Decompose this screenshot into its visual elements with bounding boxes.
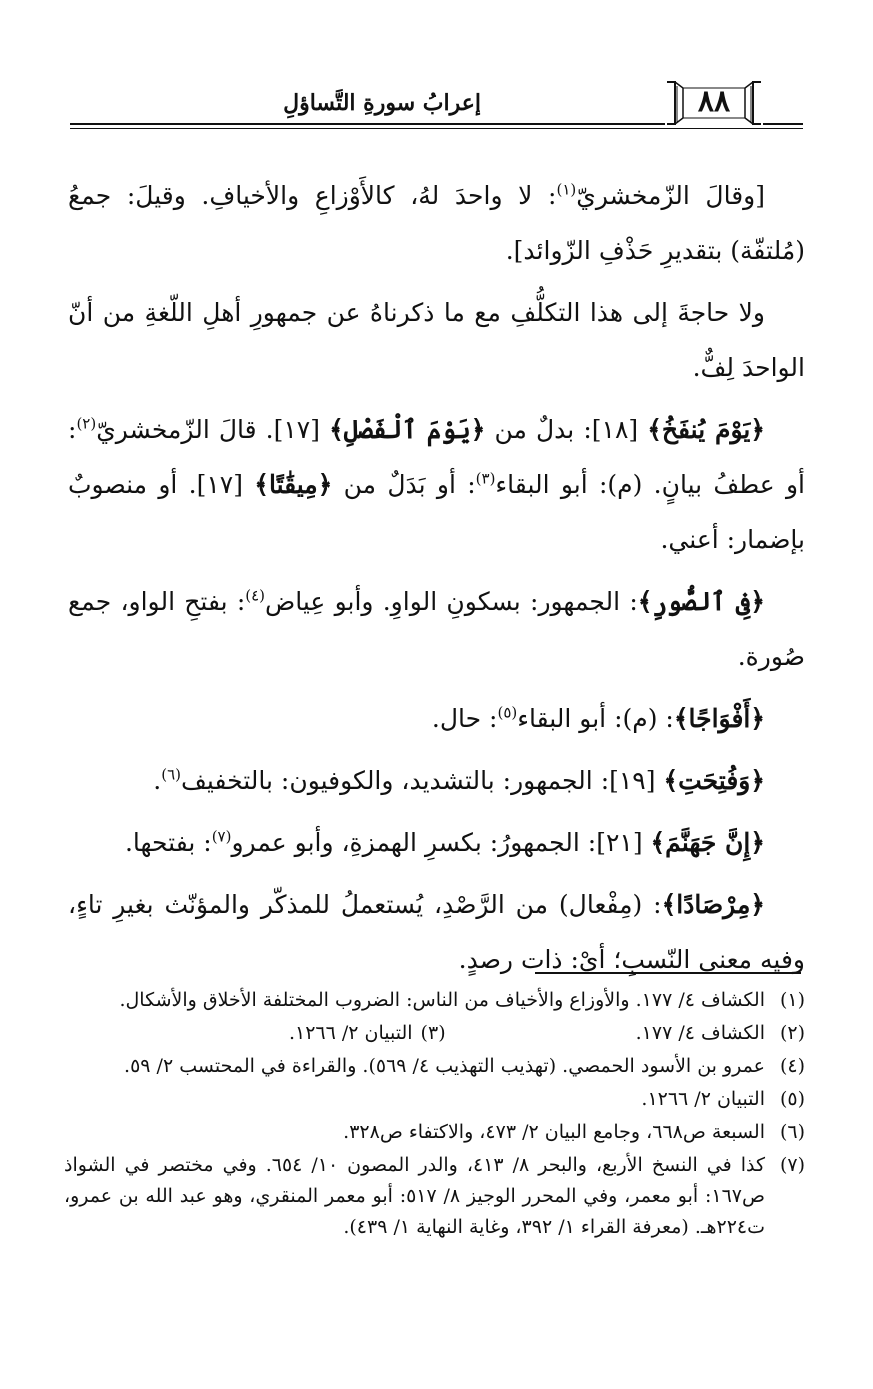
- paragraph-2: [68, 285, 805, 395]
- footnote-text: عمرو بن الأسود الحمصي. (تهذيب التهذيب ٤/ ٥٦٩). والقراءة في المحتسب ٢/ ٥٩.: [124, 1055, 765, 1077]
- footnote-text: الكشاف ٤/ ١٧٧.: [635, 1022, 765, 1044]
- text-run: : (م): أبو البقاء: [517, 704, 674, 733]
- footnote-ref-5[interactable]: (٥): [497, 703, 518, 722]
- footnote-number: (٢): [779, 1022, 805, 1044]
- footnote-text: التبيان ٢/ ١٢٦٦.: [641, 1088, 765, 1110]
- footnote-2-3: [64, 1018, 805, 1049]
- text-run: : حال.: [431, 704, 498, 733]
- paragraph-8: [68, 877, 805, 987]
- page-number-badge: [665, 78, 763, 128]
- footnote-number: (٧): [779, 1154, 805, 1176]
- footnote-separator: [535, 972, 801, 974]
- paragraph-5: [68, 691, 805, 746]
- footnotes: [64, 985, 805, 1245]
- text-run: : أو عطفُ بيانٍ. (م): أبو البقاء: [68, 415, 805, 499]
- footnote-ref-7[interactable]: (٧): [211, 827, 232, 846]
- footnote-text: الكشاف ٤/ ١٧٧. والأوزاع والأخياف من الناس: الضروب المختلفة الأخلاق والأشكال.: [119, 989, 765, 1011]
- text-run: : بفتحِ الواو، جمع صُورة.: [68, 587, 805, 671]
- quran-word: ﴿يَوْمَ يُنفَخُ﴾: [647, 415, 765, 444]
- text-run: ولا حاجةَ إلى هذا التكلُّفِ مع ما ذكرناهُ عن جمهورِ أهلِ اللّغةِ من أنّ الواحدَ لِفٌّ.: [68, 298, 805, 382]
- quran-word: ﴿أَفْوَاجًا﴾: [673, 704, 765, 733]
- paragraph-4: [68, 574, 805, 684]
- text-run: : (مِفْعال) من الرَّصْدِ، يُستعملُ للمذكّر والمؤنّث بغيرِ تاءٍ، وفيه معنى النّسبِ؛ أيْ: ذات رصدٍ.: [68, 890, 805, 974]
- footnote-ref-6[interactable]: (٦): [161, 765, 182, 784]
- footnote-6: [64, 1117, 805, 1148]
- paragraph-6: [68, 753, 805, 808]
- text-run: [١٧]. أو منصوبٌ بإضمار: أعني.: [68, 470, 805, 554]
- footnote-ref-1[interactable]: (١): [556, 180, 577, 199]
- quran-word: ﴿إِنَّ جَهَنَّمَ﴾: [650, 828, 765, 857]
- footnote-number: (٦): [779, 1121, 805, 1143]
- footnote-1: [64, 985, 805, 1016]
- footnote-number: (١): [779, 989, 805, 1011]
- footnote-7: [64, 1150, 805, 1243]
- text-run: : لا واحدَ لهُ، كالأَوْزاعِ والأخيافِ. وقيلَ: جمعُ (مُلتفّة) بتقديرِ حَذْفِ الزّوائد].: [68, 181, 805, 265]
- text-run: : أو بَدَلٌ من: [332, 470, 476, 499]
- footnote-number: (٥): [779, 1088, 805, 1110]
- footnote-text: السبعة ص٦٦٨، وجامع البيان ٢/ ٤٧٣، والاكتفاء ص٣٢٨.: [343, 1121, 765, 1143]
- footnote-ref-3[interactable]: (٣): [475, 469, 496, 488]
- text-run: [١٧]. قالَ الزّمخشريّ: [96, 415, 330, 444]
- paragraph-1: [68, 168, 805, 278]
- text-run: [٢١]: الجمهورُ: بكسرِ الهمزةِ، وأبو عمرو: [231, 828, 651, 857]
- paragraph-7: [68, 815, 805, 870]
- text-run: .: [153, 766, 162, 795]
- text-run: [وقالَ الزّمخشريّ: [576, 181, 765, 210]
- quran-word: ﴿يَوْمَ ٱلْفَصْلِ﴾: [329, 415, 486, 444]
- text-run: [١٩]: الجمهور: بالتشديد، والكوفيون: بالتخفيف: [181, 766, 664, 795]
- footnote-number: (٣): [420, 1022, 446, 1044]
- footnote-text: كذا في النسخ الأربع، والبحر ٨/ ٤١٣، والدر المصون ١٠/ ٦٥٤. وفي مختصر في الشواذ ص١٦٧: أبو معمر، وفي المحرر الوجيز ٨/ ٥١٧: أبو معمر المنقري، وهو عبد الله بن عمرو، ت٢٢٤هـ. (معرفة القراء ١/ ٣٩٢، وغاية النهاية ١/ ٤٣٩).: [64, 1154, 765, 1238]
- footnote-ref-2[interactable]: (٢): [76, 414, 97, 433]
- footnote-4: [64, 1051, 805, 1082]
- running-title: إعرابُ سورةِ التَّساؤلِ: [283, 90, 481, 116]
- footnote-ref-4[interactable]: (٤): [245, 586, 266, 605]
- text-run: : بفتحها.: [124, 828, 212, 857]
- quran-word: ﴿فِى ٱلصُّورِ﴾: [637, 587, 765, 616]
- text-run: : الجمهور: بسكونِ الواوِ. وأبو عِياض: [265, 587, 638, 616]
- quran-word: ﴿مِرْصَادًا﴾: [661, 890, 765, 919]
- header-rule-thin: [70, 128, 803, 129]
- footnote-text: التبيان ٢/ ١٢٦٦.: [288, 1022, 413, 1044]
- page-number: ٨٨: [697, 84, 731, 119]
- main-text: [68, 168, 805, 994]
- quran-word: ﴿وَفُتِحَتِ﴾: [663, 766, 765, 795]
- footnote-number: (٤): [779, 1055, 805, 1077]
- footnote-5: [64, 1084, 805, 1115]
- paragraph-3: [68, 402, 805, 567]
- text-run: [١٨]: بدلٌ من: [485, 415, 648, 444]
- quran-word: ﴿مِيقَٰتًا﴾: [254, 470, 333, 499]
